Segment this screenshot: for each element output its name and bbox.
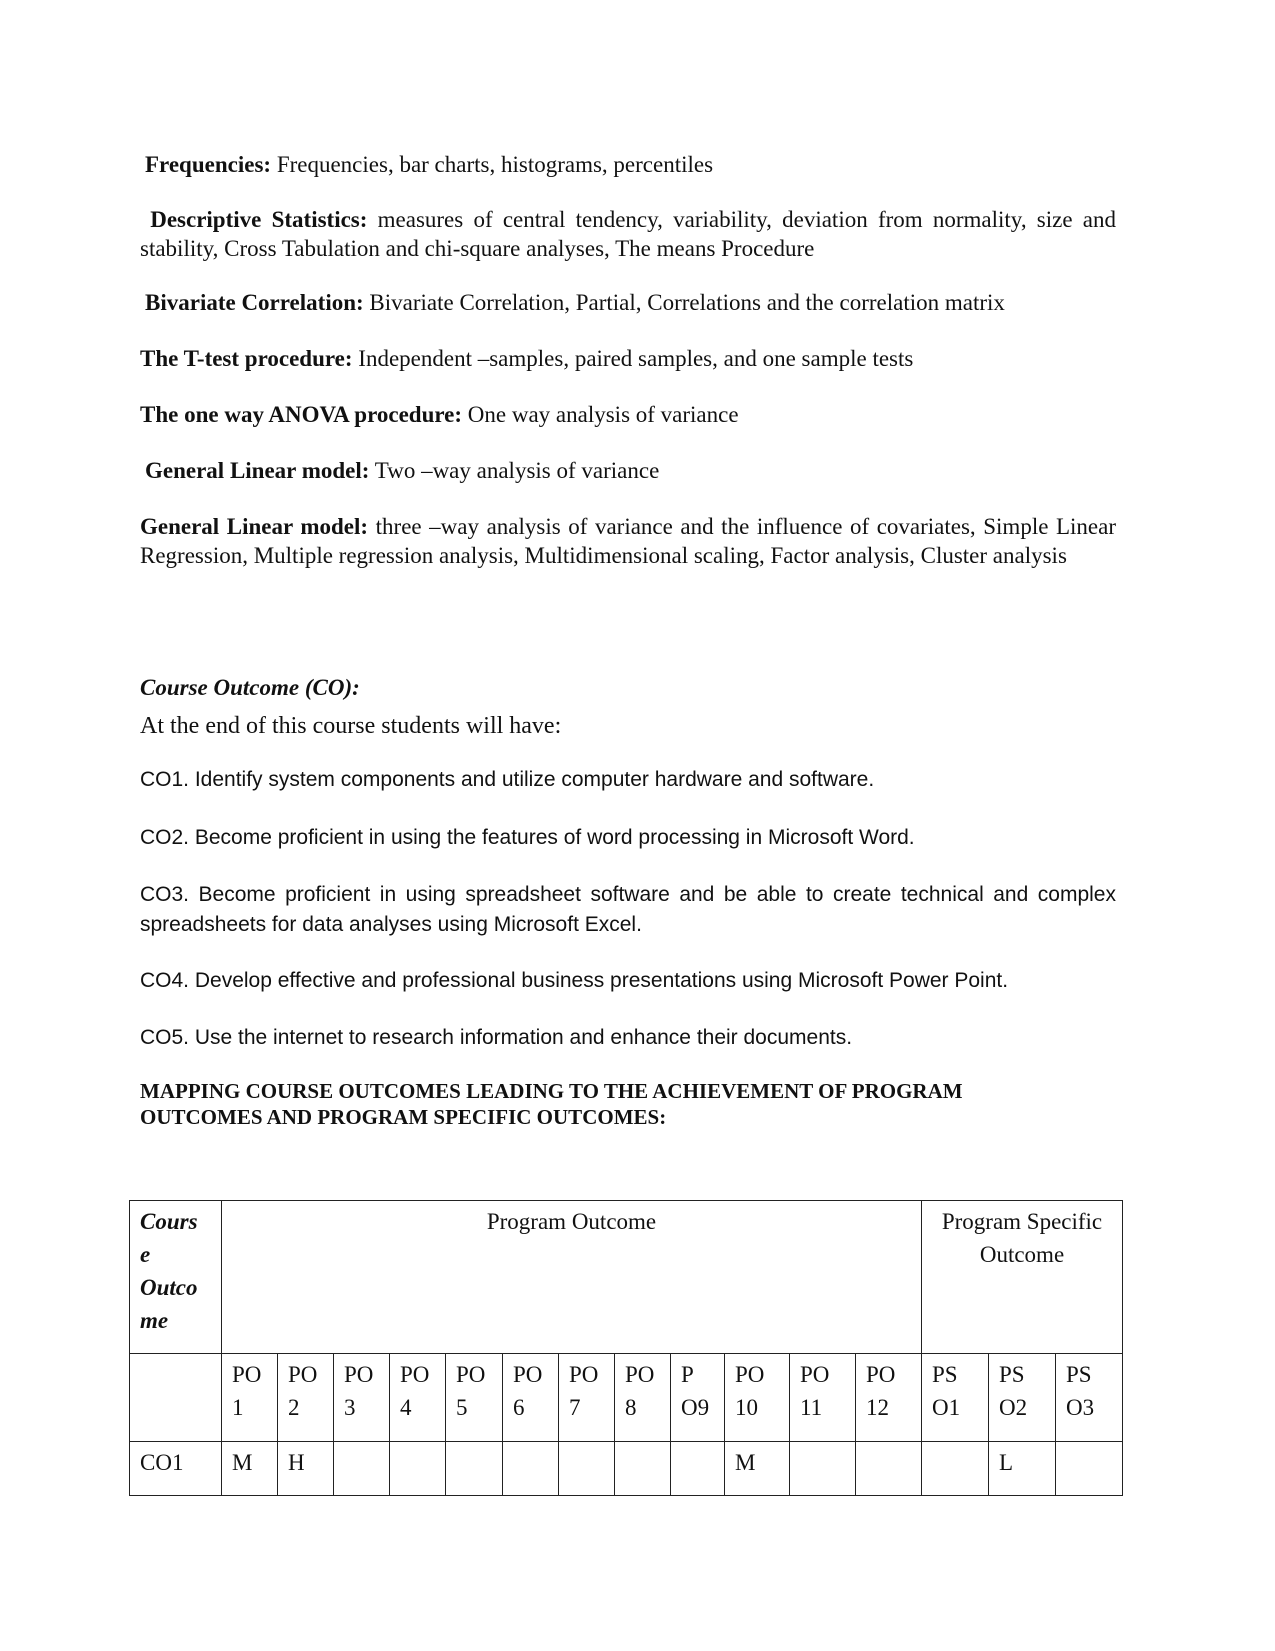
topic-glm-two-way: [145, 456, 1121, 485]
column-header: PO 5: [446, 1354, 503, 1442]
topic-t-test: [140, 344, 1116, 373]
table-cell: [1056, 1442, 1123, 1496]
table-cell: M: [222, 1442, 278, 1496]
column-header: P O9: [671, 1354, 725, 1442]
program-specific-outcome-header: [922, 1201, 1123, 1354]
table-cell: [390, 1442, 446, 1496]
topic-label: Bivariate Correlation:: [145, 290, 364, 315]
topic-label: General Linear model:: [145, 458, 370, 483]
table-cell: [790, 1442, 856, 1496]
column-header: PO 7: [559, 1354, 615, 1442]
table-subheader-row: [130, 1354, 1123, 1442]
topic-text: Bivariate Correlation, Partial, Correlations and the correlation matrix: [363, 290, 1005, 315]
column-header: PS O2: [989, 1354, 1056, 1442]
table-cell: M: [725, 1442, 790, 1496]
mapping-heading: [140, 1078, 1120, 1130]
topic-frequencies: [145, 150, 1121, 179]
topic-label: The one way ANOVA procedure:: [140, 402, 463, 427]
table-cell: [615, 1442, 671, 1496]
co-item-3: CO3. Become proficient in using spreadsheet software and be able to create technical and complex spreadsheets for data analyses using Microsoft Excel.: [140, 883, 1116, 936]
empty-cell: [130, 1354, 222, 1442]
column-header: PO 2: [278, 1354, 334, 1442]
table-row: [130, 1442, 1123, 1496]
co-item-1: CO1. Identify system components and utilize computer hardware and software.: [140, 768, 875, 791]
row-co-label: CO1: [130, 1442, 222, 1496]
co-item-4: CO4. Develop effective and professional business presentations using Microsoft Power Point.: [140, 969, 1009, 992]
table-cell: [559, 1442, 615, 1496]
co-header-line: e: [140, 1242, 151, 1267]
topic-label: The T-test procedure:: [140, 346, 353, 371]
table-cell: [446, 1442, 503, 1496]
table-header-row: [130, 1201, 1123, 1354]
table-cell: [503, 1442, 559, 1496]
topic-text: three –way analysis of variance and the influence of covariates, Simple Linear Regression, Multiple regression analysis, Multidimensional scaling, Factor analysis, Cluster analysis: [140, 514, 1116, 568]
mapping-table: [129, 1200, 1123, 1496]
topic-text: Independent –samples, paired samples, and one sample tests: [352, 346, 914, 371]
column-header: PO 8: [615, 1354, 671, 1442]
table-cell: L: [989, 1442, 1056, 1496]
column-header: PO 4: [390, 1354, 446, 1442]
column-header: PS O1: [922, 1354, 989, 1442]
topic-label: Frequencies:: [145, 152, 272, 177]
topic-text: measures of central tendency, variability, deviation from normality, size and stability, Cross Tabulation and chi-square analyses, The means Procedure: [140, 207, 1116, 261]
topic-glm-three-way: [140, 512, 1116, 570]
program-outcome-header: Program Outcome: [222, 1201, 922, 1354]
topic-anova: [140, 400, 1116, 429]
column-header: PO 6: [503, 1354, 559, 1442]
course-outcome-intro: At the end of this course students will have:: [140, 713, 562, 739]
column-header: PS O3: [1056, 1354, 1123, 1442]
pso-header-line: Outcome: [979, 1242, 1065, 1267]
pso-header-line: Program Specific: [941, 1209, 1103, 1234]
topic-text: One way analysis of variance: [462, 402, 739, 427]
topic-text: Two –way analysis of variance: [369, 458, 660, 483]
column-header: PO 10: [725, 1354, 790, 1442]
mapping-heading-line2: OUTCOMES AND PROGRAM SPECIFIC OUTCOMES:: [140, 1105, 667, 1129]
course-outcome-heading: Course Outcome (CO):: [140, 675, 360, 700]
topic-label: Descriptive Statistics:: [150, 207, 368, 232]
topic-descriptive-statistics: [140, 205, 1116, 263]
column-header: PO 12: [856, 1354, 922, 1442]
table-cell: [334, 1442, 390, 1496]
column-header: PO 11: [790, 1354, 856, 1442]
co-item-2: CO2. Become proficient in using the features of word processing in Microsoft Word.: [140, 826, 915, 849]
column-header: PO 1: [222, 1354, 278, 1442]
topic-label: General Linear model:: [140, 514, 369, 539]
topic-bivariate-correlation: [145, 288, 1121, 317]
table-cell: H: [278, 1442, 334, 1496]
course-outcome-header: [130, 1201, 222, 1354]
table-cell: [671, 1442, 725, 1496]
table-cell: [922, 1442, 989, 1496]
column-header: PO 3: [334, 1354, 390, 1442]
mapping-heading-line1: MAPPING COURSE OUTCOMES LEADING TO THE ACHIEVEMENT OF PROGRAM: [140, 1079, 963, 1103]
co-item-5: CO5. Use the internet to research information and enhance their documents.: [140, 1026, 853, 1049]
co-header-line: me: [140, 1308, 169, 1333]
co-header-line: Outco: [140, 1275, 198, 1300]
topic-text: Frequencies, bar charts, histograms, percentiles: [271, 152, 714, 177]
co-header-line: Cours: [140, 1209, 198, 1234]
table-cell: [856, 1442, 922, 1496]
